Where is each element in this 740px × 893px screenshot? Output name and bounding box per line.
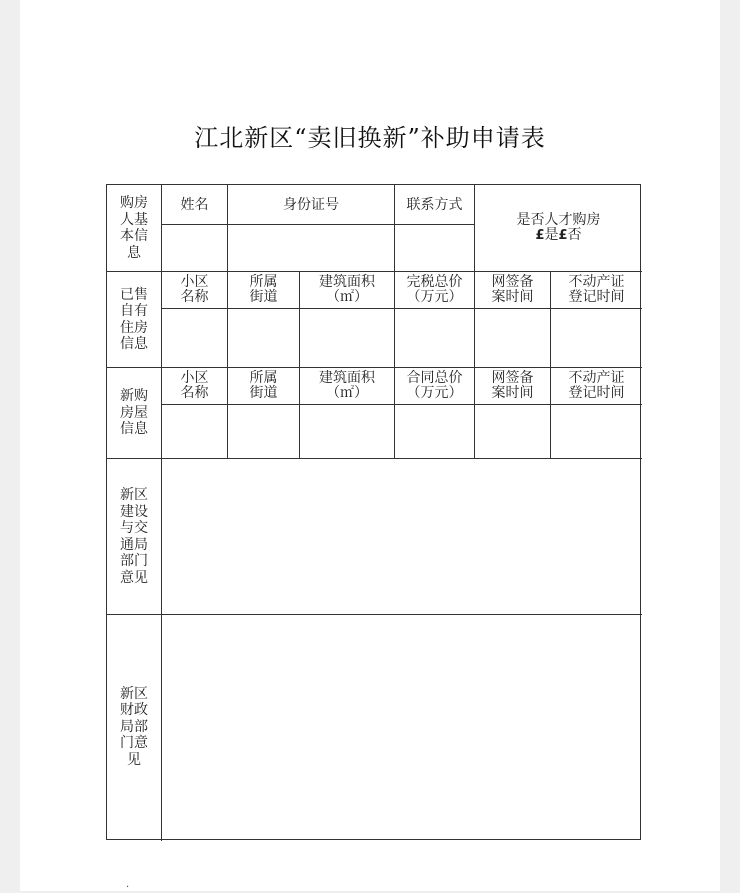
header-line: 不动产证 [568, 370, 625, 386]
header-line: 街道 [249, 289, 278, 305]
new-community-name-input[interactable] [162, 405, 227, 458]
form-title: 江北新区“卖旧换新”补助申请表 [194, 124, 546, 152]
header-line: （万元） [406, 289, 463, 305]
talent-options [535, 228, 581, 243]
new-street-header [228, 368, 299, 404]
header-line: 建筑面积 [319, 274, 375, 290]
talent-purchase-cell [475, 185, 642, 271]
new-contract-filing-input[interactable] [475, 405, 550, 458]
old-house-section-label [107, 272, 161, 367]
header-line: 街道 [249, 385, 278, 401]
header-line: 名称 [180, 385, 209, 401]
header-line: 登记时间 [568, 385, 625, 401]
header-line: 小区 [180, 274, 209, 290]
name-header: 姓名 [180, 196, 209, 213]
old-community-name-input[interactable] [162, 309, 227, 367]
application-form-table [106, 184, 641, 840]
contact-input-cell[interactable] [395, 225, 474, 271]
old-property-cert-input[interactable] [551, 309, 642, 367]
old-tax-price-input[interactable] [395, 309, 474, 367]
finance-opinion-field[interactable] [162, 615, 642, 839]
header-line: 完税总价 [406, 274, 463, 290]
header-line: 登记时间 [568, 289, 625, 305]
new-area-header [300, 368, 394, 404]
header-line: （㎡） [326, 385, 368, 401]
name-input-cell[interactable] [162, 225, 227, 271]
old-tax-price-header [395, 272, 474, 308]
id-number-input-cell[interactable] [228, 225, 394, 271]
header-line: 所属 [249, 274, 278, 290]
header-line: 小区 [180, 370, 209, 386]
construction-opinion-label [107, 459, 161, 614]
header-line: 案时间 [491, 289, 534, 305]
old-contract-filing-header [475, 272, 550, 308]
talent-question: 是否人才购房 [516, 212, 601, 228]
old-house-section-label-text: 已售自有住房信息 [120, 286, 148, 352]
new-house-section-label [107, 368, 161, 458]
new-area-input[interactable] [300, 405, 394, 458]
old-area-input[interactable] [300, 309, 394, 367]
new-contract-price-header [395, 368, 474, 404]
old-property-cert-header [551, 272, 642, 308]
construction-opinion-field[interactable] [162, 459, 642, 614]
new-property-cert-input[interactable] [551, 405, 642, 458]
page-footnote-mark: · [126, 882, 130, 893]
new-contract-filing-header [475, 368, 550, 404]
old-community-name-header [162, 272, 227, 308]
header-line: 名称 [180, 289, 209, 305]
buyer-section-label [107, 185, 161, 271]
buyer-section-label-text: 购房人基本信息 [120, 195, 148, 261]
no-checkbox[interactable]: £ [558, 228, 568, 243]
finance-opinion-label-text: 新区财政局部门意见 [120, 685, 148, 768]
header-line: （万元） [406, 385, 463, 401]
construction-opinion-label-text: 新区建设与交通局部门意见 [120, 487, 148, 586]
old-street-header [228, 272, 299, 308]
contact-header: 联系方式 [406, 196, 463, 213]
header-line: 网签备 [491, 274, 534, 290]
header-line: （㎡） [326, 289, 368, 305]
id-number-header: 身份证号 [283, 196, 339, 213]
yes-checkbox[interactable]: £ [535, 228, 545, 243]
header-line: 不动产证 [568, 274, 625, 290]
old-area-header [300, 272, 394, 308]
header-line: 合同总价 [406, 370, 463, 386]
new-property-cert-header [551, 368, 642, 404]
new-community-name-header [162, 368, 227, 404]
header-line: 建筑面积 [319, 370, 375, 386]
yes-option-label: 是 [544, 227, 559, 243]
header-line: 网签备 [491, 370, 534, 386]
header-line: 所属 [249, 370, 278, 386]
new-contract-price-input[interactable] [395, 405, 474, 458]
new-house-section-label-text: 新购房屋信息 [120, 388, 148, 438]
header-line: 案时间 [491, 385, 534, 401]
old-contract-filing-input[interactable] [475, 309, 550, 367]
no-option-label: 否 [567, 227, 582, 243]
new-street-input[interactable] [228, 405, 299, 458]
old-street-input[interactable] [228, 309, 299, 367]
finance-opinion-label [107, 615, 161, 839]
